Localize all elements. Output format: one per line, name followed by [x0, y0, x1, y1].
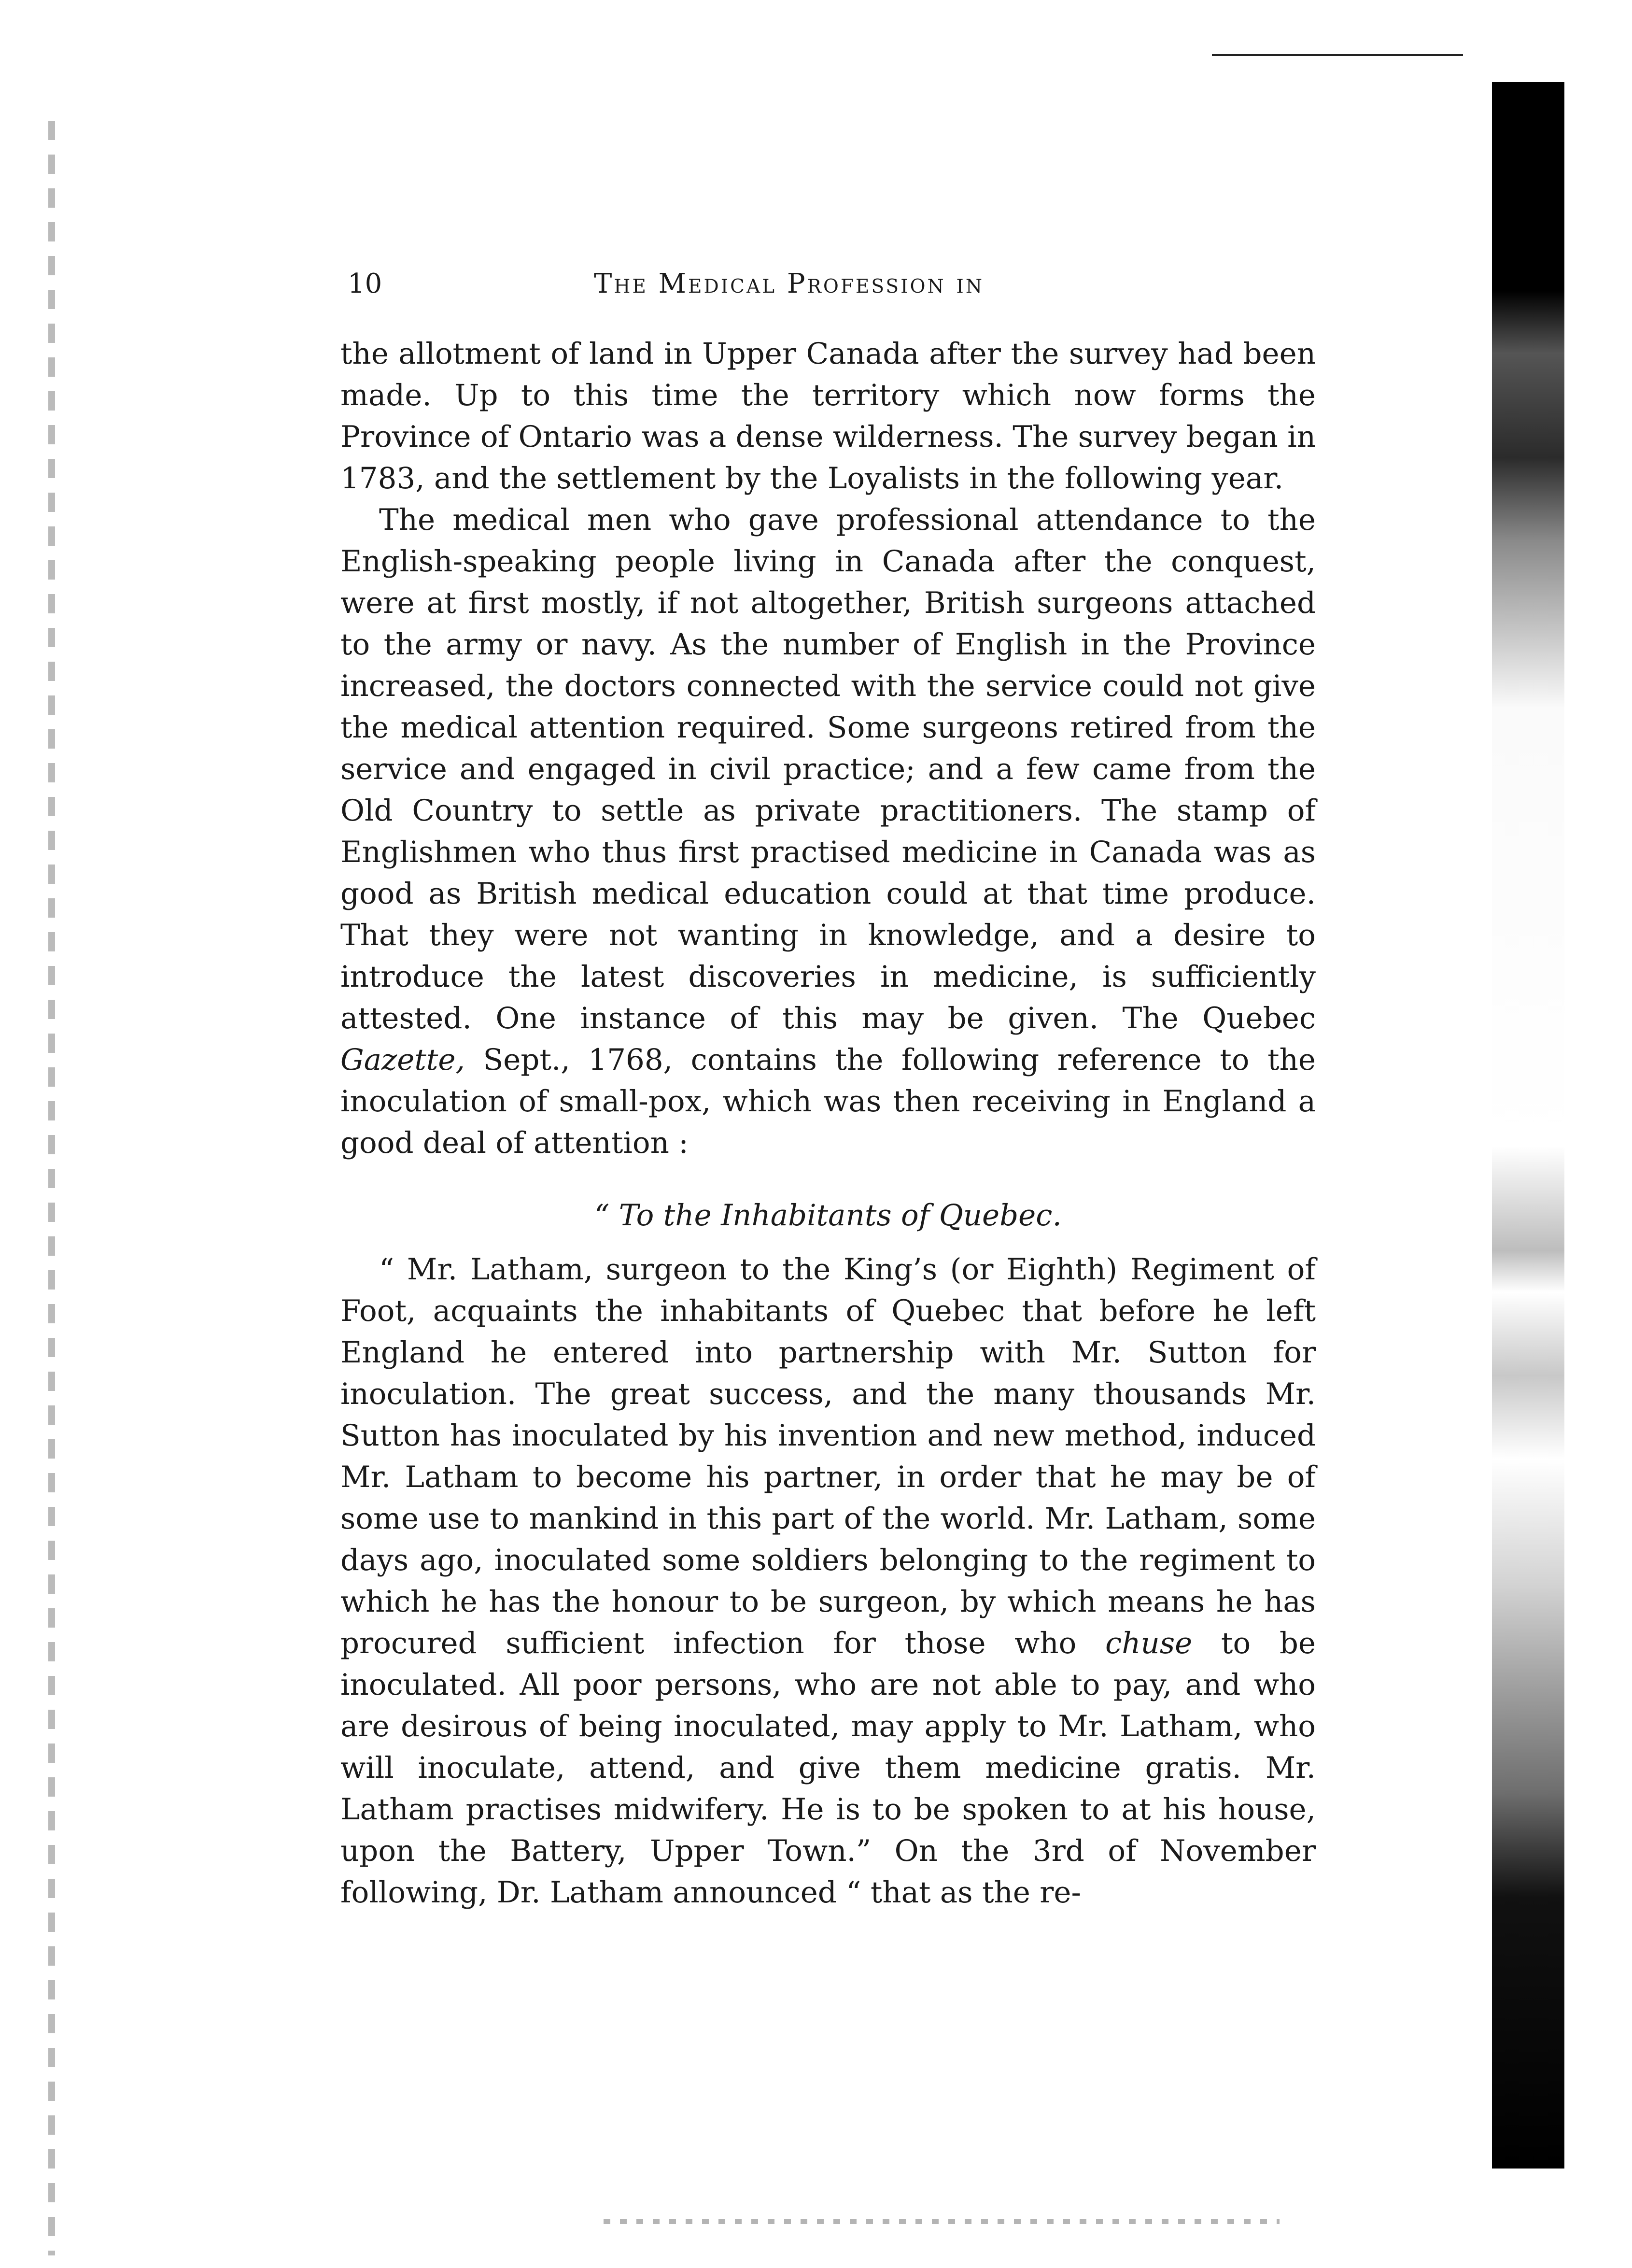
bottom-edge-artifact [604, 2219, 1280, 2224]
scan-edge-shadow [1492, 82, 1564, 2169]
quote-paragraph [340, 1249, 1316, 1914]
quote-part-a: “ Mr. Latham, surgeon to the King’s (or Eighth) Regiment of Foot, acquaints the inhabitants of Quebec that before he left England he entered into partnership with Mr. Sutton for inoculation. The great success, and the many thousands Mr. Sutton has inoculated by his invention and new method, induced Mr. Latham to become his partner, in order that he may be of some use to mankind in this part of the world. Mr. Latham, some days ago, inoculated some soldiers belonging to the regiment to which he has the honour to be surgeon, by which means he has procured sufficient infection for those who [340, 1252, 1316, 1660]
paragraph-2-part-a: The medical men who gave professional attendance to the English-speaking people living in Canada after the conquest, were at first mostly, if not altogether, British surgeons attached to the army or navy. As the number of English in the Province increased, the doctors connected with the service could not give the medical attention required. Some surgeons retired from the service and engaged in civil practice; and a few came from the Old Country to settle as private practitioners. The stamp of Englishmen who thus first practised medicine in Canada was as good as British medical education could at that time produce. That they were not wanting in knowledge, and a desire to introduce the latest discoveries in medicine, is sufficiently attested. One instance of this may be given. The Quebec [340, 503, 1316, 1035]
quote-heading: “ To the Inhabitants of Quebec. [594, 1198, 1062, 1233]
paragraph-2 [340, 499, 1316, 1164]
top-edge-rule [1212, 54, 1463, 56]
paragraph-2-italic: Gazette, [340, 1043, 465, 1077]
paragraph-2-part-b: Sept., 1768, contains the following reference to the inoculation of small-pox, which was then receiving in England a good deal of attention : [340, 1043, 1316, 1160]
binding-edge-artifact [48, 121, 55, 2255]
quote-italic: chuse [1105, 1626, 1193, 1660]
quote-part-b: to be inoculated. All poor persons, who are not able to pay, and who are desirous of being inoculated, may apply to Mr. Latham, who will inoculate, attend, and give them medicine gratis. Mr. Latham practises midwifery. He is to be spoken to at his house, upon the Battery, Upper Town.” On the 3rd of November following, Dr. Latham announced “ that as the re- [340, 1626, 1316, 1910]
paragraph-1: the allotment of land in Upper Canada after the survey had been made. Up to this time the territory which now forms the Province of Ontario was a dense wilderness. The survey began in 1783, and the settlement by the Loyalists in the following year. [340, 337, 1316, 496]
page-header [348, 268, 1048, 307]
page-number: 10 [348, 268, 382, 299]
body-text [340, 333, 1316, 1914]
running-title: The Medical Profession in [594, 268, 984, 299]
